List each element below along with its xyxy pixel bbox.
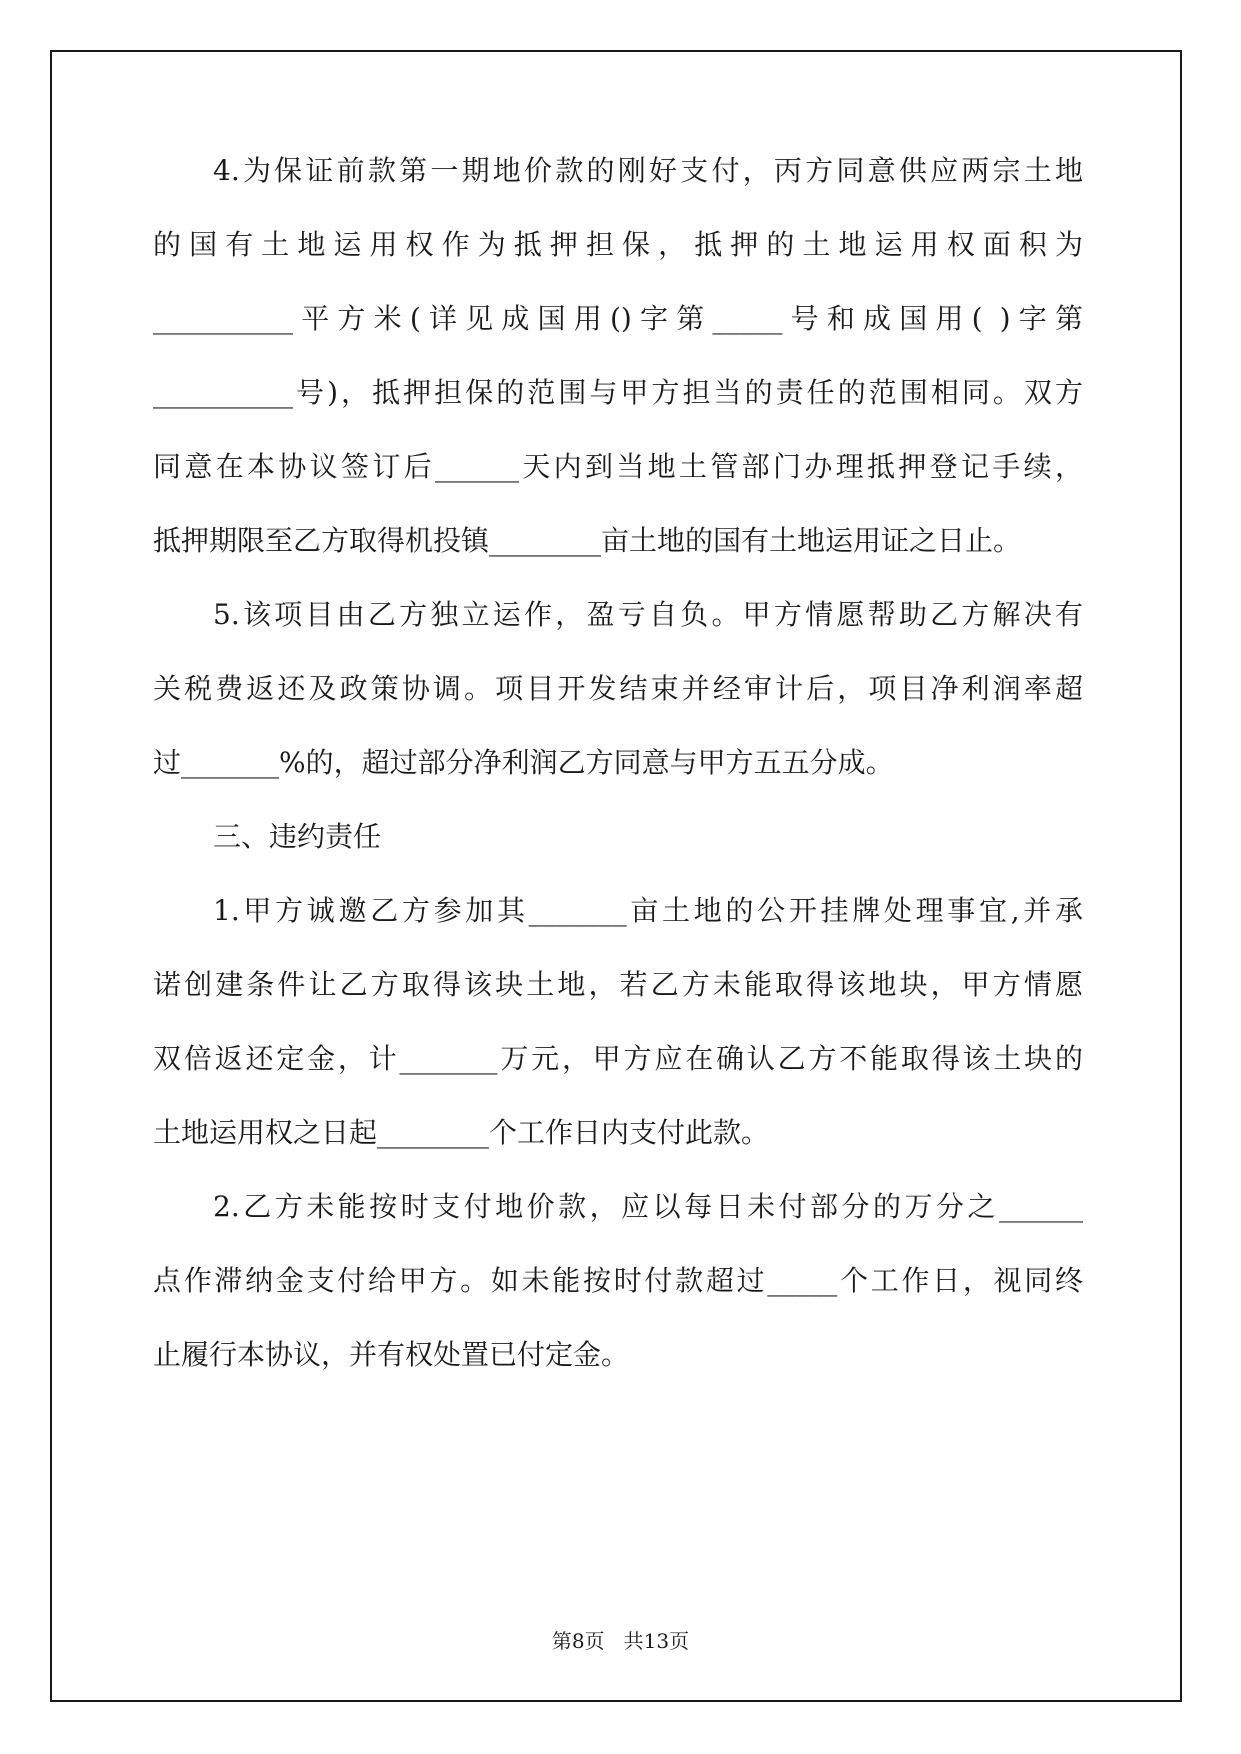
paragraph-4-line-3: __________平方米(详见成国用()字第_____号和成国用( )字第 (153, 302, 1083, 335)
breach-2-line-1: 2.乙方未能按时支付地价款，应以每日未付部分的万分之______ (213, 1190, 1083, 1223)
breach-2-line-3: 止履行本协议，并有权处置已付定金。 (153, 1338, 630, 1371)
breach-2-line-2: 点作滞纳金支付给甲方。如未能按时付款超过_____个工作日，视同终 (153, 1264, 1083, 1297)
paragraph-5-line-2: 关税费返还及政策协调。项目开发结束并经审计后，项目净利润率超 (153, 672, 1083, 705)
breach-1-line-4: 土地运用权之日起________个工作日内支付此款。 (153, 1116, 770, 1149)
paragraph-5-line-3: 过_______%的，超过部分净利润乙方同意与甲方五五分成。 (153, 746, 894, 779)
paragraph-4-line-5: 同意在本协议签订后______天内到当地土管部门办理抵押登记手续， (153, 450, 1083, 483)
paragraph-4-line-2: 的国有土地运用权作为抵押担保，抵押的土地运用权面积为 (153, 228, 1083, 261)
breach-1-line-1: 1.甲方诚邀乙方参加其_______亩土地的公开挂牌处理事宜,并承 (213, 894, 1083, 927)
section-heading-breach: 三、违约责任 (213, 820, 382, 853)
breach-1-line-3: 双倍返还定金，计_______万元，甲方应在确认乙方不能取得该土块的 (153, 1042, 1083, 1075)
page-number-footer: 第8页 共13页 (551, 1629, 690, 1653)
paragraph-4-line-4: __________号)，抵押担保的范围与甲方担当的责任的范围相同。双方 (153, 376, 1083, 409)
breach-1-line-2: 诺创建条件让乙方取得该块土地，若乙方未能取得该地块，甲方情愿 (153, 968, 1083, 1001)
paragraph-4-line-1: 4.为保证前款第一期地价款的刚好支付，丙方同意供应两宗土地 (213, 154, 1083, 187)
paragraph-4-line-6: 抵押期限至乙方取得机投镇________亩土地的国有土地运用证之日止。 (153, 524, 1022, 557)
paragraph-5-line-1: 5.该项目由乙方独立运作，盈亏自负。甲方情愿帮助乙方解决有 (213, 598, 1083, 631)
